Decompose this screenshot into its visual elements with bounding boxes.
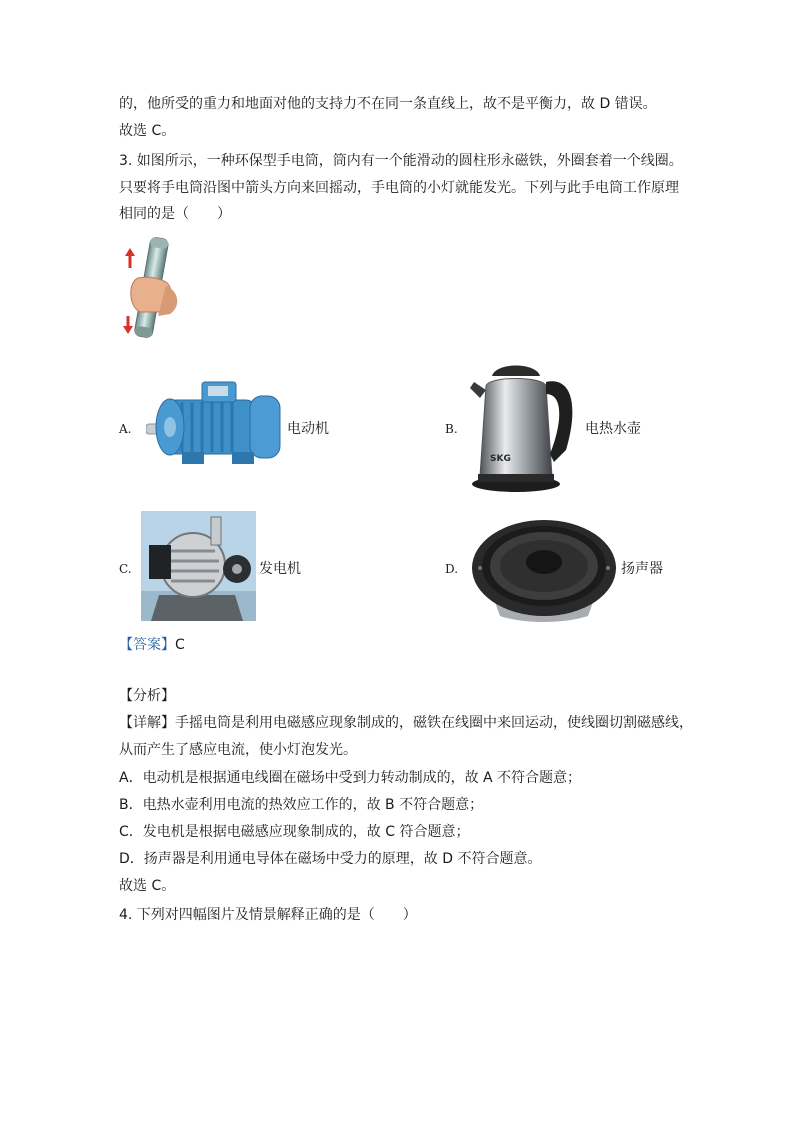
- answer-line: [119, 635, 185, 655]
- option-d-label: 扬声器: [621, 561, 663, 577]
- loudspeaker-icon: [470, 512, 618, 624]
- option-b-label: 电热水壶: [585, 421, 641, 437]
- option-a-letter: A.: [119, 422, 132, 436]
- analysis-option-a: A．电动机是根据通电线圈在磁场中受到力转动制成的，故 A 不符合题意；: [119, 770, 582, 786]
- flashlight-figure: [118, 236, 190, 344]
- question-3-line-1: 3. 如图所示，一种环保型手电筒，筒内有一个能滑动的圆柱形永磁铁，外圈套着一个线圈。: [119, 153, 683, 169]
- kettle-brand-text: SKG: [490, 454, 511, 464]
- answer-value: C: [175, 637, 185, 653]
- detail-line-1: [119, 713, 693, 733]
- option-a-label: 电动机: [287, 421, 329, 437]
- text-line-2: 故选 C。: [119, 123, 176, 139]
- analysis-option-d: D．扬声器是利用通电导体在磁场中受力的原理，故 D 不符合题意。: [119, 851, 542, 867]
- electric-motor-icon: [146, 372, 286, 468]
- text-line-1: 的，他所受的重力和地面对他的支持力不在同一条直线上，故不是平衡力，故 D 错误。: [119, 96, 657, 112]
- option-d-letter: D.: [445, 562, 459, 576]
- question-4: 4. 下列对四幅图片及情景解释正确的是（ ）: [119, 907, 417, 923]
- analysis-title: 【分析】: [119, 688, 175, 704]
- answer-tag: 【答案】: [119, 637, 175, 653]
- electric-kettle-icon: [470, 358, 578, 494]
- detail-line-2: 从而产生了感应电流，使小灯泡发光。: [119, 742, 357, 758]
- analysis-option-b: B．电热水壶利用电流的热效应工作的，故 B 不符合题意；: [119, 797, 484, 813]
- question-3-line-3: 相同的是（ ）: [119, 206, 231, 222]
- option-b-letter: B.: [445, 422, 458, 436]
- analysis-conclusion: 故选 C。: [119, 878, 176, 894]
- analysis-option-c: C．发电机是根据电磁感应现象制成的，故 C 符合题意；: [119, 824, 470, 840]
- detail-text-1: 手摇电筒是利用电磁感应现象制成的，磁铁在线圈中来回运动，使线圈切割磁感线，: [175, 715, 693, 731]
- generator-icon: [141, 511, 256, 621]
- detail-tag: 【详解】: [119, 715, 175, 731]
- option-c-letter: C.: [119, 562, 132, 576]
- question-3-line-2: 只要将手电筒沿图中箭头方向来回摇动，手电筒的小灯就能发光。下列与此手电筒工作原理: [119, 180, 679, 196]
- option-c-label: 发电机: [259, 561, 301, 577]
